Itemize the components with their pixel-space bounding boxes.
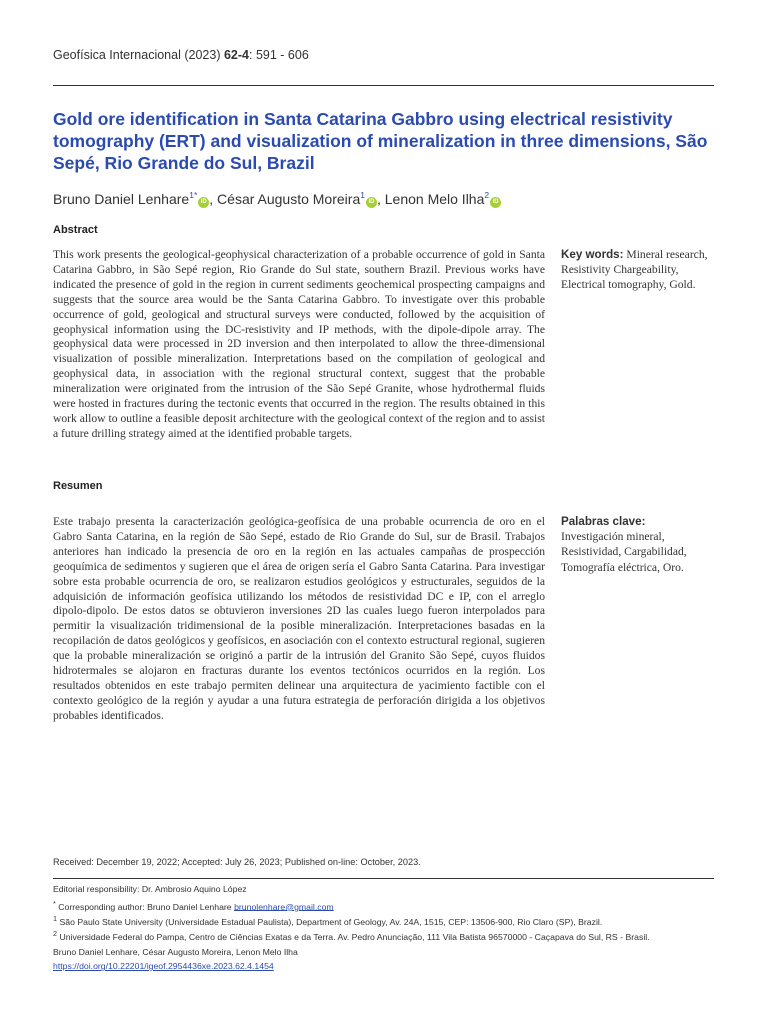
orcid-icon[interactable]: iD bbox=[366, 197, 377, 208]
author-affiliation-mark: 1* bbox=[189, 190, 198, 200]
author-name: Lenon Melo Ilha bbox=[384, 191, 485, 207]
editorial-responsibility: Editorial responsibility: Dr. Ambrosio Aquino López bbox=[53, 884, 247, 894]
resumen-heading: Resumen bbox=[53, 480, 103, 492]
affiliation-1 bbox=[53, 913, 718, 928]
journal-pages: : 591 - 606 bbox=[249, 48, 309, 62]
paper-title: Gold ore identification in Santa Catarina Gabbro using electrical resistivity tomography (ERT) and visualization of mineralization in three dimensions, São Sepé, Rio Grande do Sul, Brazil bbox=[53, 109, 708, 173]
palabras-clave-box bbox=[561, 514, 711, 575]
affiliation-text: Universidade Federal do Pampa, Centro de Ciências Exatas e da Terra. Av. Pedro Anunciação, 111 Vila Batista 96570000 - Caçapava do Sul, RS - Brasil. bbox=[59, 932, 650, 943]
orcid-icon[interactable]: iD bbox=[198, 197, 209, 208]
author-list bbox=[53, 190, 718, 208]
corresponding-author-note bbox=[53, 898, 718, 913]
affiliation-text: São Paulo State University (Universidade Estadual Paulista), Department of Geology, Av. 24A, 1515, CEP: 13506-900, Rio Claro (SP), Brazil. bbox=[59, 916, 603, 927]
abstract-heading: Abstract bbox=[53, 224, 98, 236]
header-divider bbox=[53, 85, 714, 86]
keywords-list: Mineral research, Resistivity Chargeability, Electrical tomography, Gold. bbox=[561, 248, 708, 292]
palabras-clave-list: Investigación mineral, Resistividad, Cargabilidad, Tomografía eléctrica, Oro. bbox=[561, 530, 687, 574]
journal-citation bbox=[53, 48, 309, 62]
corresponding-email-link[interactable]: brunolenhare@gmail.com bbox=[234, 901, 334, 912]
journal-year: (2023) bbox=[184, 48, 221, 62]
author-name: César Augusto Moreira bbox=[217, 191, 361, 207]
affiliation-2 bbox=[53, 928, 718, 943]
resumen-text: Este trabajo presenta la caracterización geológica-geofísica de una probable ocurrencia de oro en el Gabro Santa Catarina, en la región de São Sepé, estado de Rio Grande do Sul, sur de Brasil. Trabajos anteriores han indicado la presencia de oro en la región en las actuales campañas de prospección geoquímica de sedimentos y sugieren que el área de origen sería el Gabro Santa Catarina. Para investigar sobre esta probable ocurrencia de oro, se realizaron estudios geológicos y estructurales, seguidos de la adquisición de información geofísica utilizando los métodos de resistividad DC e IP, con el arreglo dipolo-dipolo. De estos datos se obtuvieron inversiones 2D las cuales luego fueron interpolados para permitir la visualización tridimensional de la posible mineralización. Interpretaciones basadas en la recopilación de datos geológicos y geofísicos, en asociación con el contexto estructural regional, sugieren que la probable mineralización se originó a partir de la intrusión del Granito São Sepé, cuyos fluidos hidrotermales se alojaron en fracturas durante los eventos tectónicos ocurridos en la región. Los resultados obtenidos en este trabajo permiten delinear una arquitectura de yacimiento factible con el contexto geológico de la región y ayudar a una futura estrategia de perforación dirigida a los objetivos probables identificados. bbox=[53, 515, 545, 722]
palabras-clave-label: Palabras clave: bbox=[561, 515, 646, 528]
publication-dates: Received: December 19, 2022; Accepted: July 26, 2023; Published on-line: October, 2023. bbox=[53, 857, 421, 867]
doi-row bbox=[53, 960, 718, 973]
journal-volume: 62-4 bbox=[223, 48, 249, 62]
doi-link[interactable]: https://doi.org/10.22201/igeof.2954436xe.2023.62.4.1454 bbox=[53, 961, 274, 972]
orcid-icon[interactable]: iD bbox=[490, 197, 501, 208]
journal-name: Geofísica Internacional bbox=[53, 48, 181, 62]
keywords-label: Key words: bbox=[561, 248, 624, 261]
footer-notes bbox=[53, 883, 718, 973]
footer-divider bbox=[53, 878, 714, 879]
author-affiliation-mark: 2 bbox=[484, 190, 490, 200]
footnote-mark: 1 bbox=[53, 913, 58, 923]
author-affiliation-mark: 1 bbox=[360, 190, 365, 200]
footer-authors: Bruno Daniel Lenhare, César Augusto Moreira, Lenon Melo Ilha bbox=[53, 946, 298, 957]
footnote-mark: 2 bbox=[53, 929, 58, 939]
author-separator: , bbox=[376, 191, 385, 207]
author-name: Bruno Daniel Lenhare bbox=[53, 191, 190, 207]
footnote-mark: * bbox=[53, 898, 56, 908]
corresponding-author-label: Corresponding author: Bruno Daniel Lenhare bbox=[58, 901, 232, 912]
keywords-box bbox=[561, 247, 711, 293]
abstract-text: This work presents the geological-geophysical characterization of a probable occurrence of gold in Santa Catarina Gabbro, in São Sepé region, Rio Grande do Sul state, southern Brazil. Previous works have indicated the presence of gold in the region in current sediments geochemical prospecting campaigns and suggests that the source area would be the Santa Catarina Gabbro. To investigate over this probable occurrence of gold, geological and structural surveys were conducted, followed by the acquisition of geophysical information using the DC-resistivity and IP methods, with the dipole-dipole array. The geophysical data were processed in 2D inversion and then interpolated to allow the three-dimensional visualization of possible mineralization. Interpretations based on the compilation of geological and geophysical data, in association with the regional structural context, suggest that the probable mineralization were originated from the intrusion of the São Sepé Granite, whose hydrothermal fluids were hosted in fractures during the tectonic events that occurred in the region. The results obtained in this work allow to outline a feasible deposit architecture with the geological context of the region and to assist a future drilling strategy aimed at the identified probable targets. bbox=[53, 248, 545, 440]
author-separator: , bbox=[209, 191, 218, 207]
